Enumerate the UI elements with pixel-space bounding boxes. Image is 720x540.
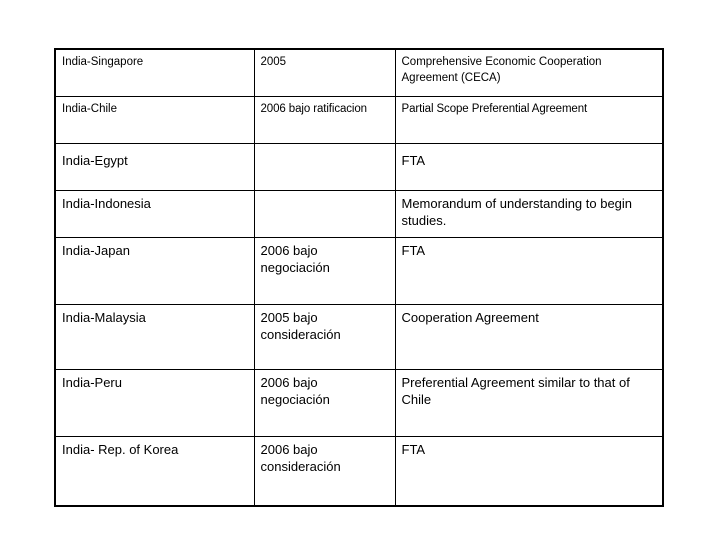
agreement-type-cell: FTA: [395, 437, 663, 507]
status-cell: 2006 bajo consideración: [254, 437, 395, 507]
status-cell: 2006 bajo ratificacion: [254, 97, 395, 144]
country-pair-cell: India-Malaysia: [55, 305, 254, 370]
country-pair-cell: India-Peru: [55, 370, 254, 437]
table-row: [55, 191, 663, 238]
table-row: [55, 144, 663, 191]
agreement-type-cell: FTA: [395, 238, 663, 305]
table-row: [55, 49, 663, 97]
country-pair-cell: India-Japan: [55, 238, 254, 305]
agreement-type-cell: FTA: [395, 144, 663, 191]
status-cell: 2005: [254, 49, 395, 97]
status-cell: [254, 144, 395, 191]
status-cell: 2006 bajo negociación: [254, 238, 395, 305]
agreement-type-cell: Preferential Agreement similar to that of Chile: [395, 370, 663, 437]
country-pair-cell: India- Rep. of Korea: [55, 437, 254, 507]
agreement-type-cell: Cooperation Agreement: [395, 305, 663, 370]
country-pair-cell: India-Singapore: [55, 49, 254, 97]
table-row: [55, 305, 663, 370]
agreement-type-cell: Partial Scope Preferential Agreement: [395, 97, 663, 144]
country-pair-cell: India-Chile: [55, 97, 254, 144]
status-cell: 2006 bajo negociación: [254, 370, 395, 437]
country-pair-cell: India-Indonesia: [55, 191, 254, 238]
table-row: [55, 437, 663, 507]
table-row: [55, 238, 663, 305]
agreement-type-cell: Comprehensive Economic Cooperation Agreement (CECA): [395, 49, 663, 97]
status-cell: [254, 191, 395, 238]
table-row: [55, 97, 663, 144]
status-cell: 2005 bajo consideración: [254, 305, 395, 370]
country-pair-cell: India-Egypt: [55, 144, 254, 191]
agreement-type-cell: Memorandum of understanding to begin studies.: [395, 191, 663, 238]
table-row: [55, 370, 663, 437]
trade-agreements-table: [54, 48, 664, 507]
